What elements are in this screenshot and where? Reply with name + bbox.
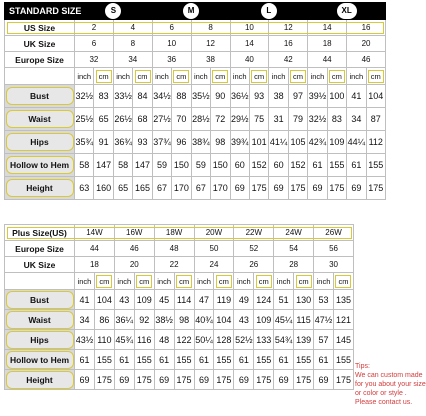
measurement-cell: 175 xyxy=(174,370,194,390)
measurement-cell: 114 xyxy=(174,290,194,310)
standard-size-header xyxy=(5,3,386,20)
unit-cm: cm xyxy=(251,70,267,83)
measurement-cell: 155 xyxy=(254,350,274,370)
measurement-cell: 69 xyxy=(230,177,249,200)
measurement-cell: 98 xyxy=(211,131,230,154)
measurement-label: Bust xyxy=(6,291,74,309)
measurement-cell: 83 xyxy=(327,108,346,131)
plus-size-cell: 22W xyxy=(234,225,274,241)
tips-line: We can custom made xyxy=(355,372,423,379)
measurement-cell: 67 xyxy=(152,177,171,200)
unit-inch: inch xyxy=(194,273,214,290)
plus-size-cell: 18W xyxy=(154,225,194,241)
measurement-label: Waist xyxy=(6,110,74,128)
measurement-cell: 109 xyxy=(254,310,274,330)
size-cell: 26 xyxy=(234,257,274,273)
unit-inch: inch xyxy=(154,273,174,290)
size-cell: 36 xyxy=(152,52,191,68)
tips-line: Please contact us. xyxy=(355,399,413,406)
unit-row xyxy=(5,273,354,290)
size-cell: 24 xyxy=(194,257,234,273)
europe-size-row xyxy=(5,241,354,257)
unit-cm: cm xyxy=(135,70,151,83)
measurement-cell: 68 xyxy=(133,108,152,131)
measurement-cell: 104 xyxy=(366,85,385,108)
measurement-cell: 61 xyxy=(314,350,334,370)
unit-inch: inch xyxy=(75,273,95,290)
measurement-cell: 63 xyxy=(75,177,94,200)
standard-size-title: STANDARD SIZE xyxy=(5,3,75,20)
us-size-row xyxy=(5,20,386,36)
measurement-cell: 165 xyxy=(133,177,152,200)
measurement-cell: 145 xyxy=(333,330,353,350)
measurement-cell: 86 xyxy=(94,310,114,330)
unit-inch: inch xyxy=(314,273,334,290)
measurement-cell: 41 xyxy=(75,290,95,310)
measurement-cell: 152 xyxy=(249,154,268,177)
unit-cm: cm xyxy=(256,275,272,288)
measurement-cell: 175 xyxy=(288,177,307,200)
measurement-cell: 112 xyxy=(366,131,385,154)
measurement-row-bust xyxy=(5,85,386,108)
measurement-cell: 109 xyxy=(327,131,346,154)
size-letter-xl: XL xyxy=(337,3,357,19)
size-cell: 8 xyxy=(191,20,230,36)
plus-size-cell: 14W xyxy=(75,225,115,241)
measurement-cell: 65 xyxy=(113,177,132,200)
unit-cm: cm xyxy=(96,70,112,83)
size-cell: 8 xyxy=(113,36,152,52)
measurement-cell: 45 xyxy=(154,290,174,310)
size-cell: 10 xyxy=(152,36,191,52)
measurement-cell: 69 xyxy=(274,370,294,390)
measurement-cell: 34 xyxy=(75,310,95,330)
unit-inch: inch xyxy=(191,68,210,85)
measurement-cell: 42¾ xyxy=(308,131,327,154)
measurement-cell: 155 xyxy=(174,350,194,370)
measurement-cell: 39½ xyxy=(308,85,327,108)
measurement-cell: 43 xyxy=(234,310,254,330)
size-cell: 18 xyxy=(75,257,115,273)
unit-inch: inch xyxy=(234,273,254,290)
measurement-cell: 121 xyxy=(333,310,353,330)
measurement-cell: 60 xyxy=(269,154,288,177)
measurement-cell: 32½ xyxy=(308,108,327,131)
measurement-cell: 44¼ xyxy=(347,131,366,154)
tips-note xyxy=(355,362,426,407)
size-cell: 34 xyxy=(113,52,152,68)
size-cell: 14 xyxy=(230,36,269,52)
size-cell: 16 xyxy=(269,36,308,52)
measurement-cell: 57 xyxy=(314,330,334,350)
plus-size-cell: 24W xyxy=(274,225,314,241)
measurement-row-waist xyxy=(5,310,354,330)
measurement-cell: 33½ xyxy=(113,85,132,108)
unit-cm: cm xyxy=(296,275,312,288)
size-cell: 18 xyxy=(308,36,347,52)
measurement-cell: 61 xyxy=(234,350,254,370)
size-cell: 54 xyxy=(274,241,314,257)
measurement-cell: 105 xyxy=(288,131,307,154)
measurement-cell: 175 xyxy=(366,177,385,200)
measurement-cell: 50¼ xyxy=(194,330,214,350)
size-cell: 48 xyxy=(154,241,194,257)
unit-cm: cm xyxy=(96,275,112,288)
measurement-cell: 155 xyxy=(366,154,385,177)
measurement-cell: 88 xyxy=(172,85,191,108)
measurement-cell: 139 xyxy=(294,330,314,350)
size-cell: 44 xyxy=(308,52,347,68)
measurement-cell: 59 xyxy=(152,154,171,177)
unit-row xyxy=(5,68,386,85)
measurement-label: Hips xyxy=(6,133,74,151)
measurement-cell: 175 xyxy=(214,370,234,390)
measurement-cell: 26½ xyxy=(113,108,132,131)
measurement-label: Hollow to Hem xyxy=(6,156,74,174)
row-label: UK Size xyxy=(5,36,75,52)
measurement-cell: 170 xyxy=(211,177,230,200)
measurement-cell: 155 xyxy=(327,154,346,177)
measurement-cell: 69 xyxy=(269,177,288,200)
size-cell: 16 xyxy=(347,20,386,36)
row-label: Europe Size xyxy=(5,52,75,68)
size-cell: 20 xyxy=(347,36,386,52)
measurement-cell: 48 xyxy=(154,330,174,350)
row-label: Europe Size xyxy=(5,241,75,257)
measurement-cell: 36¼ xyxy=(114,310,134,330)
measurement-cell: 87 xyxy=(366,108,385,131)
measurement-cell: 40¾ xyxy=(194,310,214,330)
size-cell: 14 xyxy=(308,20,347,36)
measurement-cell: 47 xyxy=(194,290,214,310)
plus-size-table xyxy=(4,224,354,390)
measurement-cell: 69 xyxy=(75,370,95,390)
measurement-cell: 43 xyxy=(114,290,134,310)
measurement-cell: 37¾ xyxy=(152,131,171,154)
measurement-cell: 28½ xyxy=(191,108,210,131)
measurement-cell: 58 xyxy=(75,154,94,177)
measurement-cell: 147 xyxy=(94,154,113,177)
measurement-cell: 175 xyxy=(134,370,154,390)
measurement-cell: 101 xyxy=(249,131,268,154)
measurement-cell: 91 xyxy=(94,131,113,154)
unit-cm: cm xyxy=(216,275,232,288)
measurement-cell: 109 xyxy=(134,290,154,310)
unit-cm: cm xyxy=(173,70,189,83)
measurement-cell: 175 xyxy=(94,370,114,390)
measurement-cell: 104 xyxy=(94,290,114,310)
measurement-cell: 72 xyxy=(211,108,230,131)
plus-size-title: Plus Size(US) xyxy=(5,225,75,241)
measurement-cell: 25½ xyxy=(75,108,94,131)
measurement-cell: 61 xyxy=(194,350,214,370)
measurement-cell: 104 xyxy=(214,310,234,330)
measurement-cell: 110 xyxy=(94,330,114,350)
measurement-cell: 69 xyxy=(347,177,366,200)
size-cell: 6 xyxy=(75,36,114,52)
measurement-row-hollow-to-hem xyxy=(5,350,354,370)
size-letter-l: L xyxy=(261,3,277,19)
measurement-label: Hollow to Hem xyxy=(6,351,74,369)
size-cell: 12 xyxy=(269,20,308,36)
europe-size-row xyxy=(5,52,386,68)
size-cell: 10 xyxy=(230,20,269,36)
measurement-cell: 61 xyxy=(274,350,294,370)
measurement-cell: 54¾ xyxy=(274,330,294,350)
measurement-cell: 160 xyxy=(94,177,113,200)
measurement-cell: 155 xyxy=(333,350,353,370)
size-cell: 46 xyxy=(114,241,154,257)
size-letter-m: M xyxy=(183,3,199,19)
measurement-cell: 70 xyxy=(172,108,191,131)
unit-cm: cm xyxy=(212,70,228,83)
measurement-cell: 175 xyxy=(254,370,274,390)
unit-cm: cm xyxy=(335,275,351,288)
measurement-cell: 155 xyxy=(214,350,234,370)
measurement-cell: 69 xyxy=(314,370,334,390)
measurement-cell: 175 xyxy=(327,177,346,200)
measurement-cell: 83 xyxy=(94,85,113,108)
unit-inch: inch xyxy=(113,68,132,85)
measurement-cell: 49 xyxy=(234,290,254,310)
measurement-cell: 97 xyxy=(288,85,307,108)
measurement-cell: 52½ xyxy=(234,330,254,350)
plus-size-cell: 20W xyxy=(194,225,234,241)
tips-heading: Tips: xyxy=(355,363,370,370)
size-cell: 28 xyxy=(274,257,314,273)
measurement-cell: 61 xyxy=(114,350,134,370)
measurement-cell: 58 xyxy=(113,154,132,177)
measurement-row-bust xyxy=(5,290,354,310)
measurement-cell: 47½ xyxy=(314,310,334,330)
size-cell: 20 xyxy=(114,257,154,273)
measurement-cell: 51 xyxy=(274,290,294,310)
unit-inch: inch xyxy=(269,68,288,85)
size-cell: 4 xyxy=(113,20,152,36)
measurement-cell: 60 xyxy=(230,154,249,177)
measurement-cell: 61 xyxy=(347,154,366,177)
unit-cm: cm xyxy=(368,70,384,83)
unit-inch: inch xyxy=(114,273,134,290)
measurement-cell: 36½ xyxy=(230,85,249,108)
measurement-cell: 122 xyxy=(174,330,194,350)
measurement-cell: 175 xyxy=(249,177,268,200)
measurement-cell: 39¾ xyxy=(230,131,249,154)
measurement-cell: 35½ xyxy=(191,85,210,108)
measurement-cell: 41¼ xyxy=(269,131,288,154)
measurement-cell: 61 xyxy=(75,350,95,370)
measurement-cell: 116 xyxy=(134,330,154,350)
measurement-cell: 34½ xyxy=(152,85,171,108)
measurement-cell: 115 xyxy=(294,310,314,330)
measurement-row-height xyxy=(5,370,354,390)
measurement-cell: 31 xyxy=(269,108,288,131)
size-cell: 46 xyxy=(347,52,386,68)
uk-size-row xyxy=(5,257,354,273)
measurement-cell: 45¼ xyxy=(274,310,294,330)
size-letter-s: S xyxy=(105,3,121,19)
measurement-cell: 90 xyxy=(211,85,230,108)
measurement-cell: 79 xyxy=(288,108,307,131)
size-cell: 40 xyxy=(230,52,269,68)
measurement-cell: 36¾ xyxy=(113,131,132,154)
measurement-cell: 155 xyxy=(94,350,114,370)
unit-cm: cm xyxy=(329,70,345,83)
measurement-cell: 93 xyxy=(249,85,268,108)
measurement-cell: 41 xyxy=(347,85,366,108)
measurement-cell: 130 xyxy=(294,290,314,310)
measurement-cell: 175 xyxy=(294,370,314,390)
unit-inch: inch xyxy=(274,273,294,290)
measurement-cell: 75 xyxy=(249,108,268,131)
measurement-cell: 38¾ xyxy=(191,131,210,154)
unit-cm: cm xyxy=(176,275,192,288)
plus-size-header-row xyxy=(5,225,354,241)
unit-inch: inch xyxy=(152,68,171,85)
measurement-label: Height xyxy=(6,371,74,389)
measurement-row-height xyxy=(5,177,386,200)
measurement-cell: 59 xyxy=(191,154,210,177)
measurement-cell: 133 xyxy=(254,330,274,350)
measurement-cell: 175 xyxy=(333,370,353,390)
plus-size-cell: 26W xyxy=(314,225,354,241)
measurement-cell: 32½ xyxy=(75,85,94,108)
size-cell: 50 xyxy=(194,241,234,257)
measurement-cell: 119 xyxy=(214,290,234,310)
unit-inch: inch xyxy=(308,68,327,85)
unit-inch: inch xyxy=(230,68,249,85)
measurement-cell: 93 xyxy=(133,131,152,154)
measurement-cell: 69 xyxy=(234,370,254,390)
measurement-cell: 100 xyxy=(327,85,346,108)
measurement-cell: 150 xyxy=(211,154,230,177)
measurement-cell: 84 xyxy=(133,85,152,108)
size-cell: 38 xyxy=(191,52,230,68)
measurement-cell: 27½ xyxy=(152,108,171,131)
size-cell: 12 xyxy=(191,36,230,52)
measurement-row-hips xyxy=(5,330,354,350)
size-cell: 32 xyxy=(75,52,114,68)
row-label: UK Size xyxy=(5,257,75,273)
measurement-cell: 69 xyxy=(114,370,134,390)
measurement-cell: 170 xyxy=(172,177,191,200)
standard-size-table xyxy=(4,2,386,200)
measurement-cell: 69 xyxy=(194,370,214,390)
measurement-cell: 150 xyxy=(172,154,191,177)
size-cell: 6 xyxy=(152,20,191,36)
size-cell: 22 xyxy=(154,257,194,273)
measurement-cell: 61 xyxy=(154,350,174,370)
size-cell: 42 xyxy=(269,52,308,68)
row-label: US Size xyxy=(5,20,75,36)
size-cell: 56 xyxy=(314,241,354,257)
measurement-cell: 65 xyxy=(94,108,113,131)
size-cell: 44 xyxy=(75,241,115,257)
measurement-cell: 147 xyxy=(133,154,152,177)
measurement-row-hips xyxy=(5,131,386,154)
measurement-cell: 53 xyxy=(314,290,334,310)
unit-inch: inch xyxy=(75,68,94,85)
measurement-cell: 128 xyxy=(214,330,234,350)
tips-line: for you about your size xyxy=(355,381,426,388)
measurement-cell: 29½ xyxy=(230,108,249,131)
measurement-cell: 61 xyxy=(308,154,327,177)
unit-cm: cm xyxy=(136,275,152,288)
size-cell: 2 xyxy=(75,20,114,36)
measurement-cell: 155 xyxy=(134,350,154,370)
measurement-cell: 35¾ xyxy=(75,131,94,154)
plus-size-cell: 16W xyxy=(114,225,154,241)
measurement-cell: 135 xyxy=(333,290,353,310)
measurement-cell: 98 xyxy=(174,310,194,330)
unit-cm: cm xyxy=(290,70,306,83)
measurement-cell: 34 xyxy=(347,108,366,131)
measurement-cell: 38 xyxy=(269,85,288,108)
measurement-label: Hips xyxy=(6,331,74,349)
measurement-cell: 43½ xyxy=(75,330,95,350)
measurement-cell: 38½ xyxy=(154,310,174,330)
measurement-cell: 124 xyxy=(254,290,274,310)
measurement-label: Height xyxy=(6,179,74,197)
measurement-row-hollow-to-hem xyxy=(5,154,386,177)
measurement-cell: 96 xyxy=(172,131,191,154)
measurement-cell: 69 xyxy=(308,177,327,200)
unit-inch: inch xyxy=(347,68,366,85)
uk-size-row xyxy=(5,36,386,52)
measurement-cell: 67 xyxy=(191,177,210,200)
size-cell: 30 xyxy=(314,257,354,273)
measurement-cell: 92 xyxy=(134,310,154,330)
tips-line: or color or style . xyxy=(355,390,407,397)
measurement-label: Bust xyxy=(6,87,74,105)
measurement-cell: 69 xyxy=(154,370,174,390)
size-cell: 52 xyxy=(234,241,274,257)
measurement-label: Waist xyxy=(6,311,74,329)
measurement-cell: 155 xyxy=(294,350,314,370)
measurement-cell: 152 xyxy=(288,154,307,177)
measurement-row-waist xyxy=(5,108,386,131)
measurement-cell: 45¾ xyxy=(114,330,134,350)
